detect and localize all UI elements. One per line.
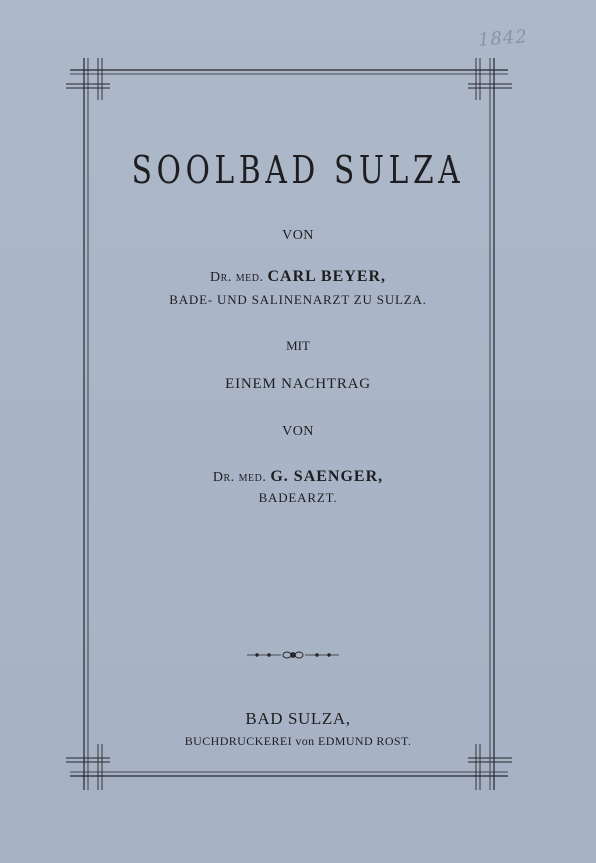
author-2-prefix: Dr. med.: [212, 470, 267, 485]
von-label-2: VON: [282, 424, 314, 439]
author-2-name: G. SAENGER,: [270, 468, 384, 485]
ornament-divider: [245, 648, 341, 662]
mit-label: MIT: [286, 338, 310, 353]
supplement-label: EINEM NACHTRAG: [225, 376, 371, 392]
author-2: [0, 468, 596, 486]
author-1-prefix: Dr. med.: [209, 270, 264, 285]
author-1-name: CARL BEYER,: [267, 268, 387, 285]
author-1-affiliation: BADE- UND SALINENARZT ZU SULZA.: [169, 292, 427, 307]
printer-line: BUCHDRUCKEREI von EDMUND ROST.: [184, 734, 412, 748]
author-2-affiliation: BADEARZT.: [258, 490, 338, 505]
place-of-publication: BAD SULZA,: [245, 709, 351, 728]
page-title: SOOLBAD SULZA: [131, 148, 465, 192]
handwritten-mark: 1842: [477, 26, 529, 51]
author-1: [0, 268, 596, 286]
von-label-1: VON: [282, 228, 314, 243]
